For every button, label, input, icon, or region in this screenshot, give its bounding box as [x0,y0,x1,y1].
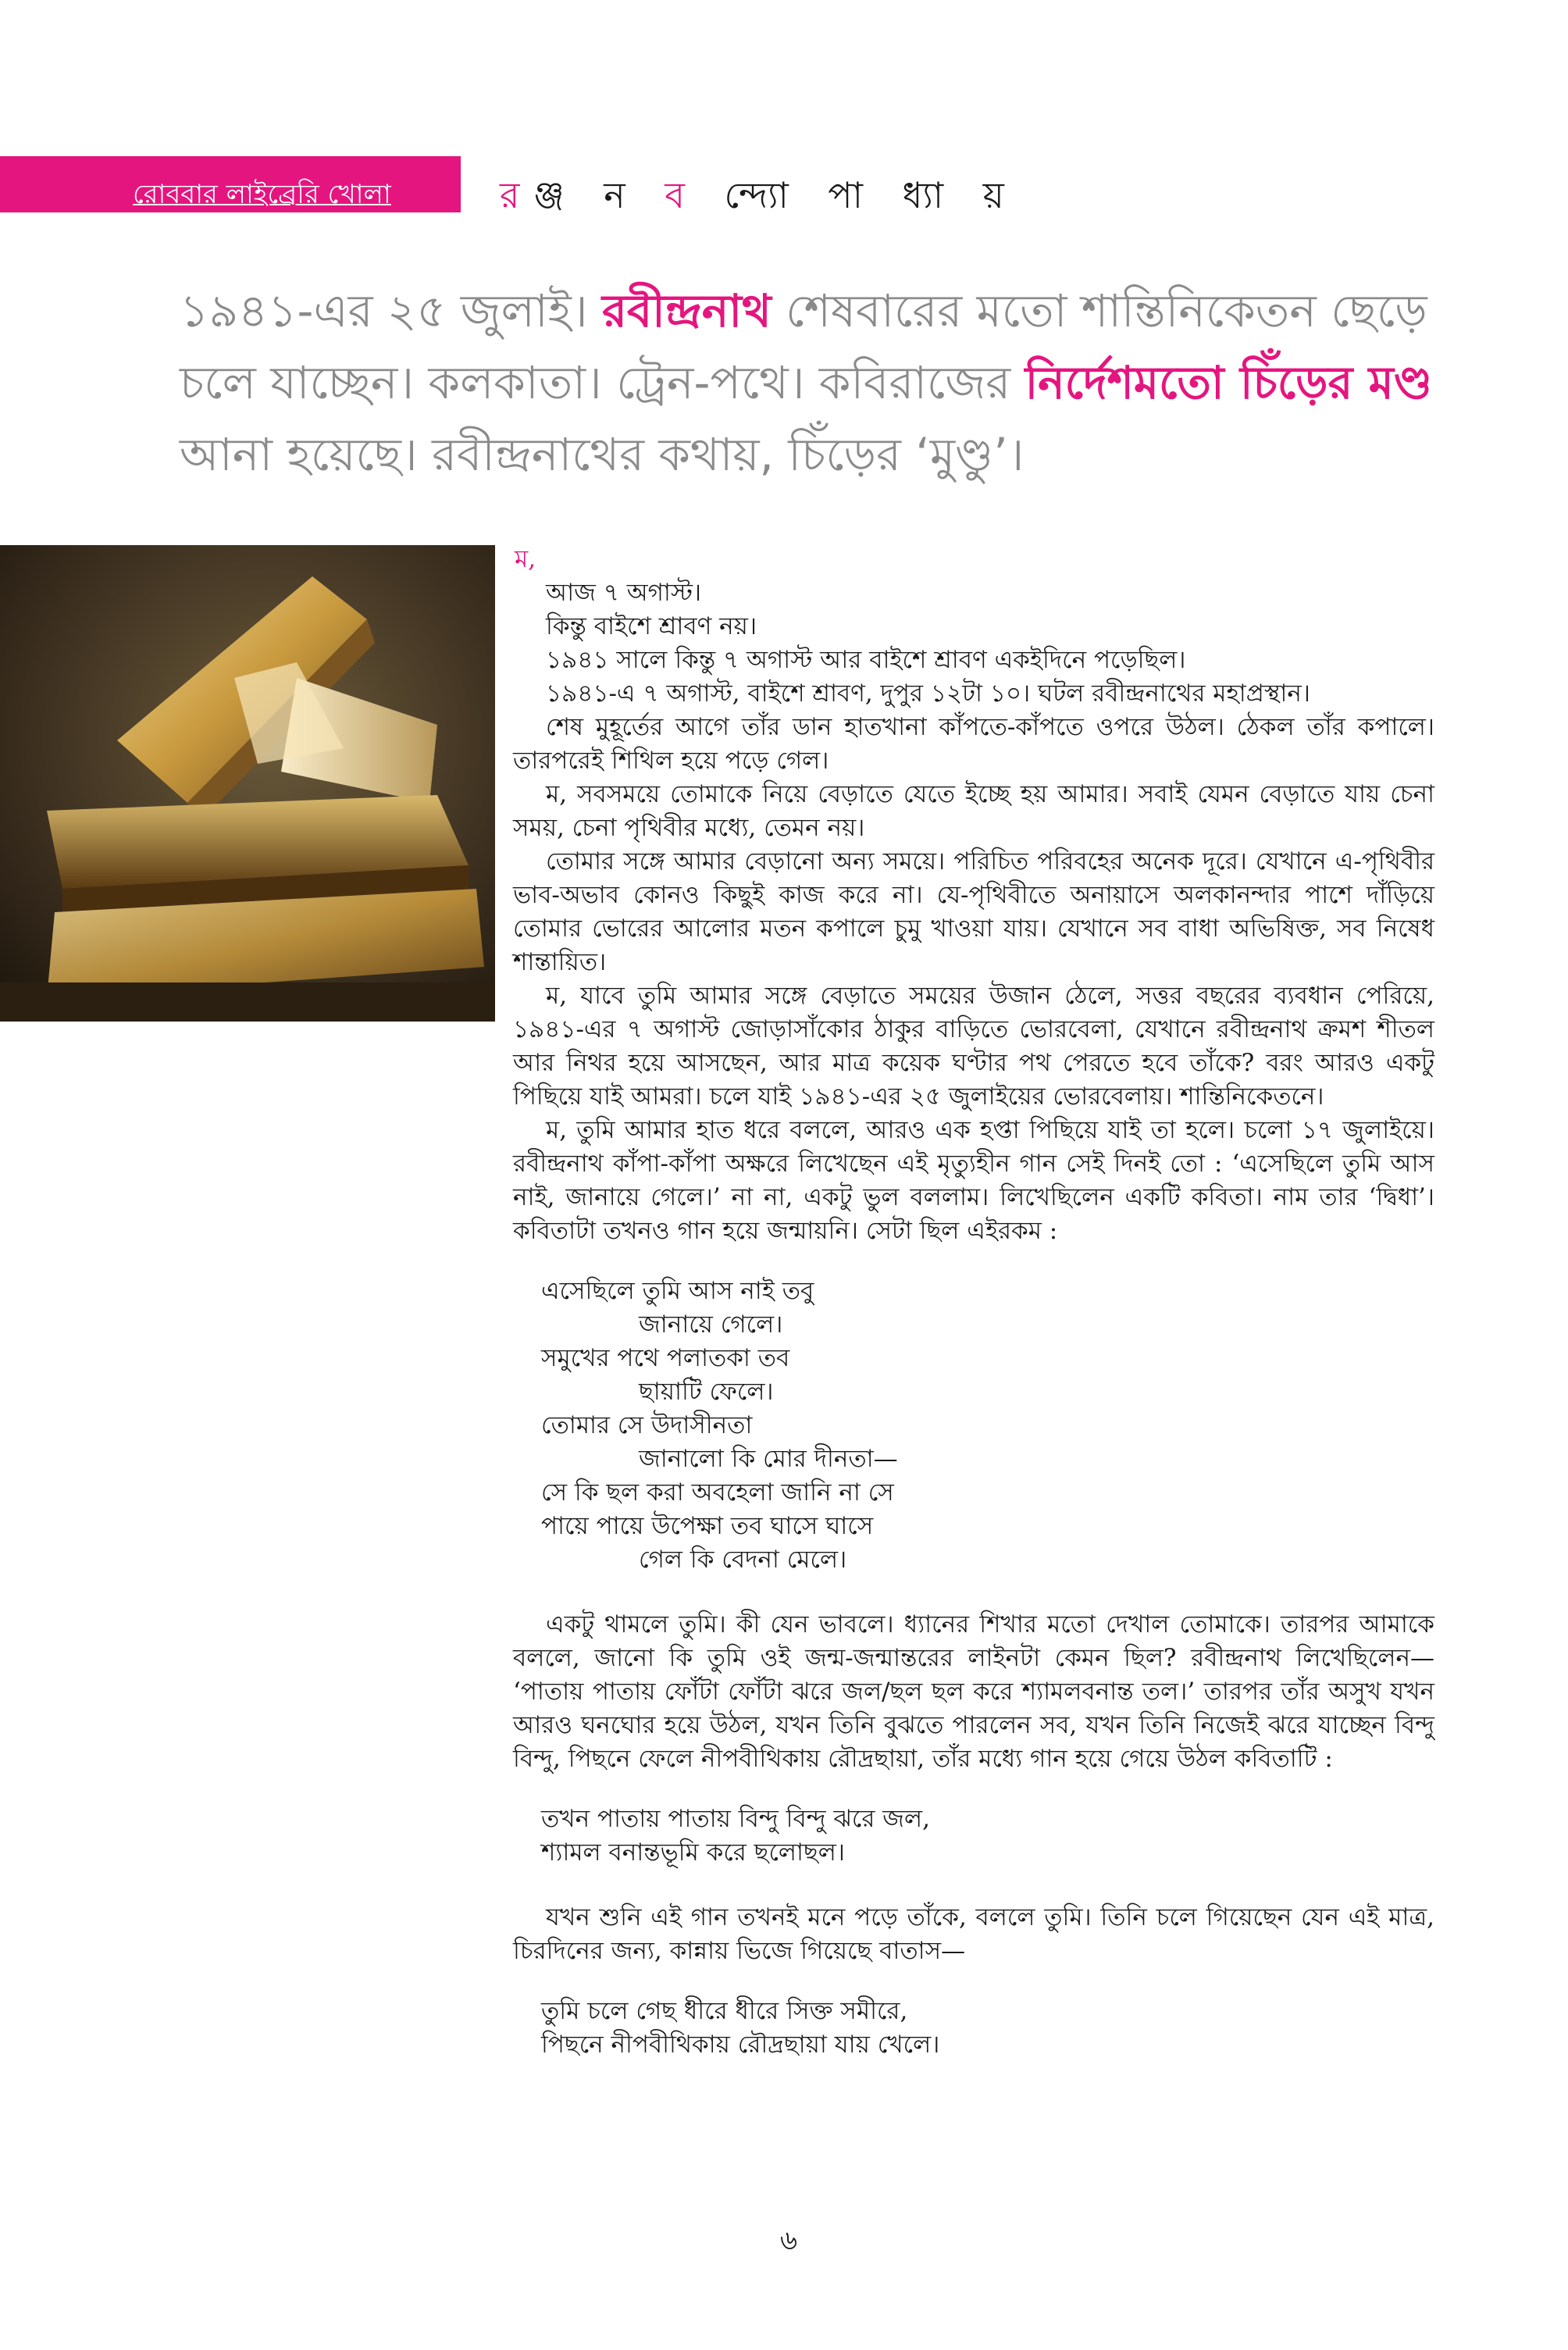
section-label: রোববার লাইব্রেরি খোলা [133,179,391,210]
poem-line: এসেছিলে তুমি আস নাই তবু [541,1277,814,1305]
poem-dvidha [541,1275,1434,1577]
poem-line: গেল কি বেদনা মেলে। [639,1546,847,1574]
author-initial-1: র [500,174,534,216]
song-line: পিছনে নীপবীথিকায় রৌদ্রছায়া যায় খেলে। [541,2031,940,2059]
article-paragraph: তোমার সঙ্গে আমার বেড়ানো অন্য সময়ে। পরিচিত পরিবহের অনেক দূরে। যেখানে এ-পৃথিবীর ভাব-অভাব কোনও কিছুই কাজ করে না। যে-পৃথিবীতে অনায়াসে অলকানন্দার পাশে দাঁড়িয়ে তোমার ভোরের আলোর মতন কপালে চুমু খাওয়া যায়। যেখানে সব বাধা অভিষিক্ত, সব নিষেধ শান্তায়িত। [513,847,1434,976]
author-initial-2: ব [665,174,699,216]
salutation: ম, [515,545,536,573]
intro-text-2: শেষবারের মতো শান্তিনিকেতন ছেড়ে চলে যাচ্ছেন। কলকাতা। ট্রেন-পথে। কবিরাজের [180,284,1427,409]
intro-text-3: আনা হয়েছে। রবীন্দ্রনাথের কথায়, চিঁড়ের ‘মুণ্ডু’। [180,428,1025,481]
article-paragraph: ম, তুমি আমার হাত ধরে বললে, আরও এক হপ্তা পিছিয়ে যাই তা হলে। চলো ১৭ জুলাইয়ে। রবীন্দ্রনাথ কাঁপা-কাঁপা অক্ষরে লিখেছেন এই মৃত্যুহীন গান সেই দিনই তো : ‘এসেছিলে তুমি আস নাই, জানায়ে গেলে।’ না না, একটু ভুল বললাম। লিখেছিলেন একটি কবিতা। নাম তার ‘দ্বিধা’। কবিতাটা তখনও গান হয়ে জন্মায়নি। সেটা ছিল এইরকম : [513,1116,1434,1245]
poem-line: জানালো কি মোর দীনতা— [639,1445,898,1473]
author-last-rest: ন্দ্যো পা ধ্যা য় [698,174,1018,216]
poem-line: তোমার সে উদাসীনতা [541,1411,753,1439]
intro-paragraph [180,275,1460,490]
article-paragraph: ১৯৪১ সালে কিন্তু ৭ অগাস্ট আর বাইশে শ্রাবণ একইদিনে পড়েছিল। [546,646,1186,674]
poem-line: পায়ে পায়ে উপেক্ষা তব ঘাসে ঘাসে [541,1512,874,1540]
poem-line: জানায়ে গেলে। [639,1311,783,1339]
poem-line: সমুখের পথে পলাতকা তব [541,1344,790,1372]
song-excerpt-1 [541,1803,1434,1870]
song-excerpt-2 [541,1995,1434,2062]
article-paragraph: যখন শুনি এই গান তখনই মনে পড়ে তাঁকে, বললে তুমি। তিনি চলে গিয়েছেন যেন এই মাত্র, চিরদিনের জন্য, কান্নায় ভিজে গিয়েছে বাতাস— [513,1903,1434,1965]
song-line: শ্যামল বনান্তভূমি করে ছলোছল। [541,1838,845,1867]
intro-highlight-2: নির্দেশমতো চিঁড়ের মণ্ড [1025,356,1433,409]
article-paragraph: কিন্তু বাইশে শ্রাবণ নয়। [546,612,757,640]
author-first-rest: ঞ্জ ন [533,174,665,216]
article-paragraph: ম, যাবে তুমি আমার সঙ্গে বেড়াতে সময়ের উজান ঠেলে, সত্তর বছরের ব্যবধান পেরিয়ে, ১৯৪১-এর ৭ অগাস্ট জোড়াসাঁকোর ঠাকুর বাড়িতে ভোরবেলা, যেখানে রবীন্দ্রনাথ ক্রমশ শীতল আর নিথর হয়ে আসছেন, আর মাত্র কয়েক ঘণ্টার পথ পেরতে হবে তাঁকে? বরং আরও একটু পিছিয়ে যাই আমরা। চলে যাই ১৯৪১-এর ২৫ জুলাইয়ের ভোরবেলায়। শান্তিনিকেতনে। [513,982,1434,1111]
poem-line: ছায়াটি ফেলে। [639,1378,774,1406]
old-books-image [0,545,495,1022]
page-number: ৬ [779,2225,798,2256]
intro-text-1: ১৯৪১-এর ২৫ জুলাই। [180,284,602,337]
song-line: তুমি চলে গেছ ধীরে ধীরে সিক্ত সমীরে, [541,1997,908,2025]
article-paragraph: আজ ৭ অগাস্ট। [546,579,702,607]
article-paragraph: ১৯৪১-এ ৭ অগাস্ট, বাইশে শ্রাবণ, দুপুর ১২টা ১০। ঘটল রবীন্দ্রনাথের মহাপ্রস্থান। [546,679,1310,708]
song-line: তখন পাতায় পাতায় বিন্দু বিন্দু ঝরে জল, [541,1805,930,1833]
article-paragraph: একটু থামলে তুমি। কী যেন ভাবলে। ধ্যানের শিখার মতো দেখাল তোমাকে। তারপর আমাকে বললে, জানো কি তুমি ওই জন্ম-জন্মান্তরের লাইনটা কেমন ছিল? রবীন্দ্রনাথ লিখেছিলেন— ‘পাতায় পাতায় ফোঁটা ফোঁটা ঝরে জল/ছল ছল করে শ্যামলবনান্ত তল।’ তারপর তাঁর অসুখ যখন আরও ঘনঘোর হয়ে উঠল, যখন তিনি বুঝতে পারলেন সব, যখন তিনি নিজেই ঝরে যাচ্ছেন বিন্দু বিন্দু, পিছনে ফেলে নীপবীথিকায় রৌদ্রছায়া, তাঁর মধ্যে গান হয়ে গেয়ে উঠল কবিতাটি : [513,1610,1434,1773]
article-paragraph: ম, সবসময়ে তোমাকে নিয়ে বেড়াতে যেতে ইচ্ছে হয় আমার। সবাই যেমন বেড়াতে যায় চেনা সময়, চেনা পৃথিবীর মধ্যে, তেমন নয়। [513,780,1434,842]
books-photo [0,545,495,1022]
poem-line: সে কি ছল করা অবহেলা জানি না সে [541,1478,894,1507]
author-name [500,172,1018,219]
article-paragraph: শেষ মুহূর্তের আগে তাঁর ডান হাতখানা কাঁপতে-কাঁপতে ওপরে উঠল। ঠেকল তাঁর কপালে। তারপরেই শিথিল হয়ে পড়ে গেল। [513,713,1434,775]
intro-highlight-1: রবীন্দ্রনাথ [602,284,772,337]
article-body [513,543,1434,2093]
